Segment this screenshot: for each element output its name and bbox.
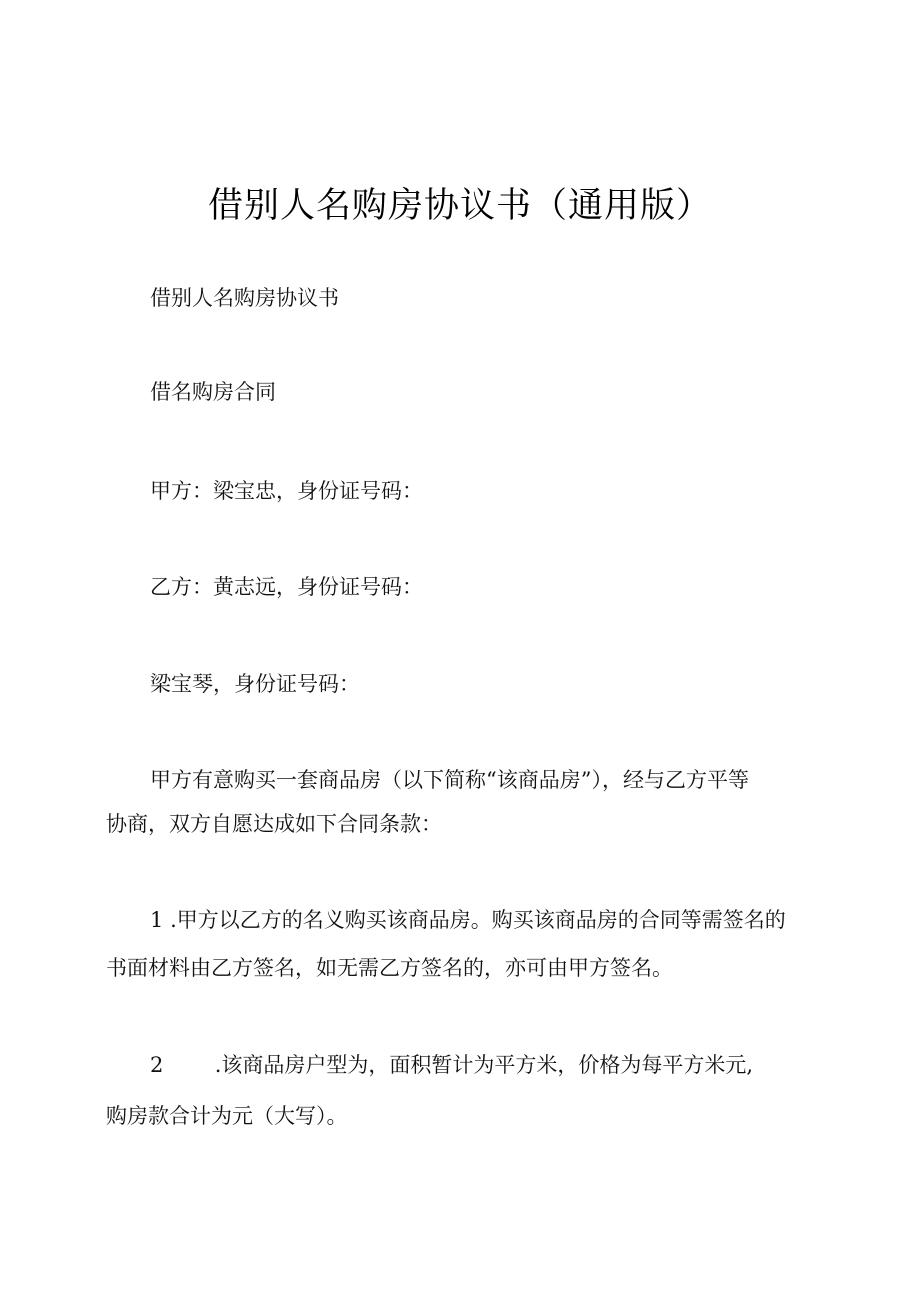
document-title: 借别人名购房协议书（通用版） bbox=[207, 186, 712, 226]
clause-1-line-1 bbox=[150, 905, 786, 935]
clause-1-line-2: 书面材料由乙方签名，如无需乙方签名的，亦可由甲方签名。 bbox=[106, 956, 673, 980]
clause-1-number: 1 bbox=[150, 908, 164, 932]
party-b2-line: 梁宝琴，身份证号码： bbox=[150, 672, 360, 696]
clause-2-text-1: .该商品房户型为，面积暂计为平方米，价格为每平方米元, bbox=[214, 1053, 754, 1077]
clause-1-text-1: .甲方以乙方的名义购买该商品房。购买该商品房的合同等需签名的 bbox=[170, 908, 786, 932]
party-a-line: 甲方：梁宝忠，身份证号码： bbox=[150, 479, 423, 503]
clause-2-line-1 bbox=[150, 1050, 753, 1080]
clause-2-number: 2 bbox=[150, 1053, 164, 1077]
clause-2-line-2: 购房款合计为元（大写）。 bbox=[106, 1104, 348, 1128]
intro-line-2: 协商，双方自愿达成如下合同条款： bbox=[106, 812, 442, 836]
document-subtitle: 借别人名购房协议书 bbox=[150, 286, 339, 310]
contract-name: 借名购房合同 bbox=[150, 380, 276, 404]
intro-line-1: 甲方有意购买一套商品房（以下简称“该商品房”），经与乙方平等 bbox=[150, 768, 749, 792]
party-b-line: 乙方：黄志远，身份证号码： bbox=[150, 575, 423, 599]
